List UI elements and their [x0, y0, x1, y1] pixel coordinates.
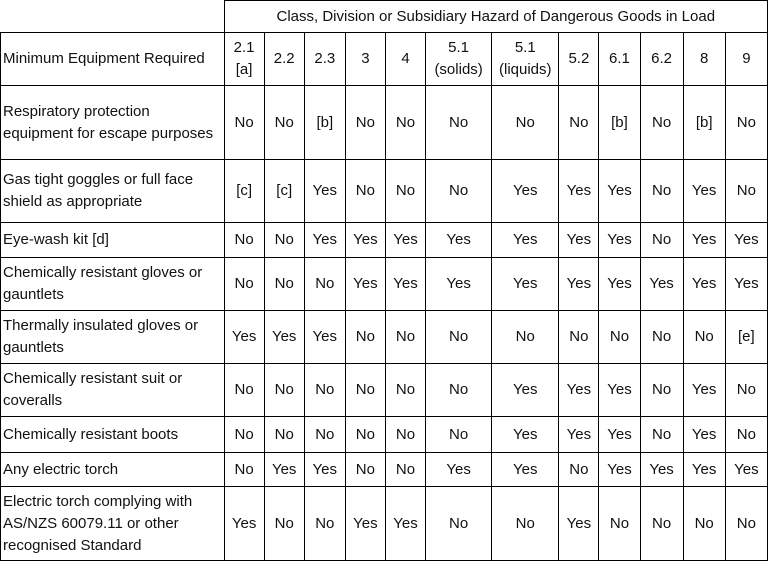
requirement-cell: No: [345, 160, 385, 223]
corner-label: Minimum Equipment Required: [1, 33, 225, 86]
requirement-cell: No: [640, 311, 683, 364]
requirement-cell: Yes: [683, 364, 725, 417]
requirement-cell: Yes: [599, 223, 640, 258]
equipment-label: Any electric torch: [1, 453, 225, 487]
equipment-label: Thermally insulated gloves or gauntlets: [1, 311, 225, 364]
group-header-row: [1, 1, 768, 33]
class-header-10: [640, 33, 683, 86]
requirement-cell: No: [599, 311, 640, 364]
requirement-cell: No: [725, 417, 767, 453]
requirement-cell: No: [345, 453, 385, 487]
requirement-cell: No: [224, 417, 264, 453]
group-header: Class, Division or Subsidiary Hazard of Dangerous Goods in Load: [224, 1, 767, 33]
requirement-cell: Yes: [559, 160, 599, 223]
requirement-cell: Yes: [224, 487, 264, 561]
requirement-cell: No: [426, 311, 492, 364]
table-body: [1, 86, 768, 561]
requirement-cell: No: [640, 86, 683, 160]
requirement-cell: Yes: [640, 453, 683, 487]
requirement-cell: Yes: [224, 311, 264, 364]
requirement-cell: No: [640, 417, 683, 453]
class-code: 9: [742, 50, 751, 67]
class-code: 2.2: [273, 50, 295, 67]
class-code: 6.2: [651, 50, 672, 67]
class-header-11: [683, 33, 725, 86]
requirement-cell: No: [345, 417, 385, 453]
requirement-cell: Yes: [492, 258, 559, 311]
requirement-cell: Yes: [559, 223, 599, 258]
requirement-cell: No: [224, 86, 264, 160]
requirement-cell: Yes: [492, 160, 559, 223]
requirement-cell: No: [264, 364, 304, 417]
class-code: 5.2: [568, 50, 590, 67]
requirement-cell: Yes: [345, 487, 385, 561]
requirement-cell: Yes: [559, 417, 599, 453]
class-header-12: [725, 33, 767, 86]
requirement-cell: No: [492, 86, 559, 160]
requirement-cell: No: [492, 487, 559, 561]
requirement-cell: [e]: [725, 311, 767, 364]
requirement-cell: Yes: [385, 223, 425, 258]
requirement-cell: Yes: [640, 258, 683, 311]
requirement-cell: Yes: [385, 258, 425, 311]
requirement-cell: Yes: [304, 223, 345, 258]
class-header-7: [492, 33, 559, 86]
requirement-cell: No: [304, 258, 345, 311]
requirement-cell: Yes: [304, 453, 345, 487]
requirement-cell: No: [426, 417, 492, 453]
requirement-cell: No: [385, 417, 425, 453]
table-row: [1, 160, 768, 223]
requirement-cell: No: [640, 160, 683, 223]
requirement-cell: No: [640, 364, 683, 417]
requirement-cell: No: [264, 417, 304, 453]
requirement-cell: Yes: [725, 223, 767, 258]
equipment-label: Chemically resistant boots: [1, 417, 225, 453]
table-row: [1, 487, 768, 561]
requirement-cell: Yes: [492, 223, 559, 258]
table-row: [1, 223, 768, 258]
requirement-cell: No: [345, 364, 385, 417]
requirement-cell: Yes: [264, 453, 304, 487]
requirement-cell: No: [304, 364, 345, 417]
class-header-3: [304, 33, 345, 86]
class-code: 2.3: [314, 50, 336, 67]
requirement-cell: No: [559, 311, 599, 364]
requirement-cell: Yes: [725, 258, 767, 311]
table-row: [1, 86, 768, 160]
requirement-cell: Yes: [599, 417, 640, 453]
requirement-cell: No: [264, 487, 304, 561]
requirement-cell: No: [224, 364, 264, 417]
table-row: [1, 417, 768, 453]
requirement-cell: No: [426, 160, 492, 223]
class-header-2: [264, 33, 304, 86]
class-qualifier: (solids): [434, 61, 483, 78]
requirement-cell: [b]: [599, 86, 640, 160]
class-code: 2.1: [233, 39, 255, 56]
requirement-cell: Yes: [304, 160, 345, 223]
requirement-cell: Yes: [599, 258, 640, 311]
table-row: [1, 258, 768, 311]
requirement-cell: Yes: [599, 160, 640, 223]
table-row: [1, 453, 768, 487]
class-code: 5.1: [514, 39, 536, 56]
requirement-cell: Yes: [345, 258, 385, 311]
requirement-cell: No: [264, 223, 304, 258]
class-header-6: [426, 33, 492, 86]
requirement-cell: No: [224, 258, 264, 311]
class-header-8: [559, 33, 599, 86]
equipment-label: Gas tight goggles or full face shield as appropriate: [1, 160, 225, 223]
class-header-1: [224, 33, 264, 86]
requirement-cell: [b]: [683, 86, 725, 160]
equipment-label: Eye-wash kit [d]: [1, 223, 225, 258]
requirement-cell: No: [385, 364, 425, 417]
equipment-label: Respiratory protection equipment for escape purposes: [1, 86, 225, 160]
requirement-cell: Yes: [426, 258, 492, 311]
requirement-cell: [c]: [264, 160, 304, 223]
requirement-cell: Yes: [683, 417, 725, 453]
requirement-cell: Yes: [304, 311, 345, 364]
requirement-cell: Yes: [426, 453, 492, 487]
requirement-cell: No: [683, 487, 725, 561]
requirement-cell: Yes: [683, 258, 725, 311]
requirement-cell: Yes: [492, 417, 559, 453]
requirement-cell: No: [725, 364, 767, 417]
requirement-cell: No: [385, 86, 425, 160]
requirement-cell: No: [385, 453, 425, 487]
requirement-cell: No: [426, 86, 492, 160]
requirement-cell: [c]: [224, 160, 264, 223]
requirement-cell: No: [683, 311, 725, 364]
requirement-cell: No: [492, 311, 559, 364]
requirement-cell: No: [264, 86, 304, 160]
class-code: 5.1: [448, 39, 470, 56]
requirement-cell: Yes: [492, 453, 559, 487]
requirement-cell: Yes: [385, 487, 425, 561]
requirement-cell: No: [640, 223, 683, 258]
requirement-cell: No: [725, 487, 767, 561]
table-row: [1, 311, 768, 364]
class-code: 3: [361, 50, 370, 67]
requirement-cell: Yes: [559, 364, 599, 417]
requirement-cell: No: [426, 487, 492, 561]
requirement-cell: No: [725, 160, 767, 223]
requirement-cell: Yes: [559, 258, 599, 311]
requirement-cell: Yes: [559, 487, 599, 561]
requirement-cell: Yes: [345, 223, 385, 258]
requirement-cell: No: [304, 417, 345, 453]
class-header-5: [385, 33, 425, 86]
requirement-cell: Yes: [599, 364, 640, 417]
requirement-cell: No: [224, 223, 264, 258]
class-code: 8: [700, 50, 709, 67]
class-code: 6.1: [609, 50, 630, 67]
blank-corner-cell: [1, 1, 225, 33]
requirement-cell: No: [345, 86, 385, 160]
equipment-label: Chemically resistant suit or coveralls: [1, 364, 225, 417]
requirement-cell: Yes: [683, 160, 725, 223]
class-qualifier: (liquids): [499, 61, 552, 78]
requirement-cell: No: [264, 258, 304, 311]
requirement-cell: No: [599, 487, 640, 561]
requirement-cell: Yes: [492, 364, 559, 417]
class-code: 4: [401, 50, 410, 67]
equipment-label: Electric torch complying with AS/NZS 60079.11 or other recognised Standard: [1, 487, 225, 561]
requirement-cell: No: [559, 453, 599, 487]
class-header-9: [599, 33, 640, 86]
requirement-cell: Yes: [599, 453, 640, 487]
requirement-cell: No: [426, 364, 492, 417]
requirement-cell: No: [559, 86, 599, 160]
requirement-cell: No: [224, 453, 264, 487]
requirement-cell: Yes: [725, 453, 767, 487]
table-row: [1, 364, 768, 417]
requirement-cell: Yes: [426, 223, 492, 258]
requirement-cell: No: [304, 487, 345, 561]
requirement-cell: No: [385, 160, 425, 223]
equipment-label: Chemically resistant gloves or gauntlets: [1, 258, 225, 311]
requirement-cell: No: [725, 86, 767, 160]
requirement-cell: No: [640, 487, 683, 561]
requirement-cell: No: [385, 311, 425, 364]
class-header-4: [345, 33, 385, 86]
class-header-row: [1, 33, 768, 86]
requirement-cell: Yes: [683, 223, 725, 258]
requirement-cell: Yes: [683, 453, 725, 487]
requirement-cell: Yes: [264, 311, 304, 364]
requirement-cell: No: [345, 311, 385, 364]
requirement-cell: [b]: [304, 86, 345, 160]
class-qualifier: [a]: [235, 61, 253, 78]
